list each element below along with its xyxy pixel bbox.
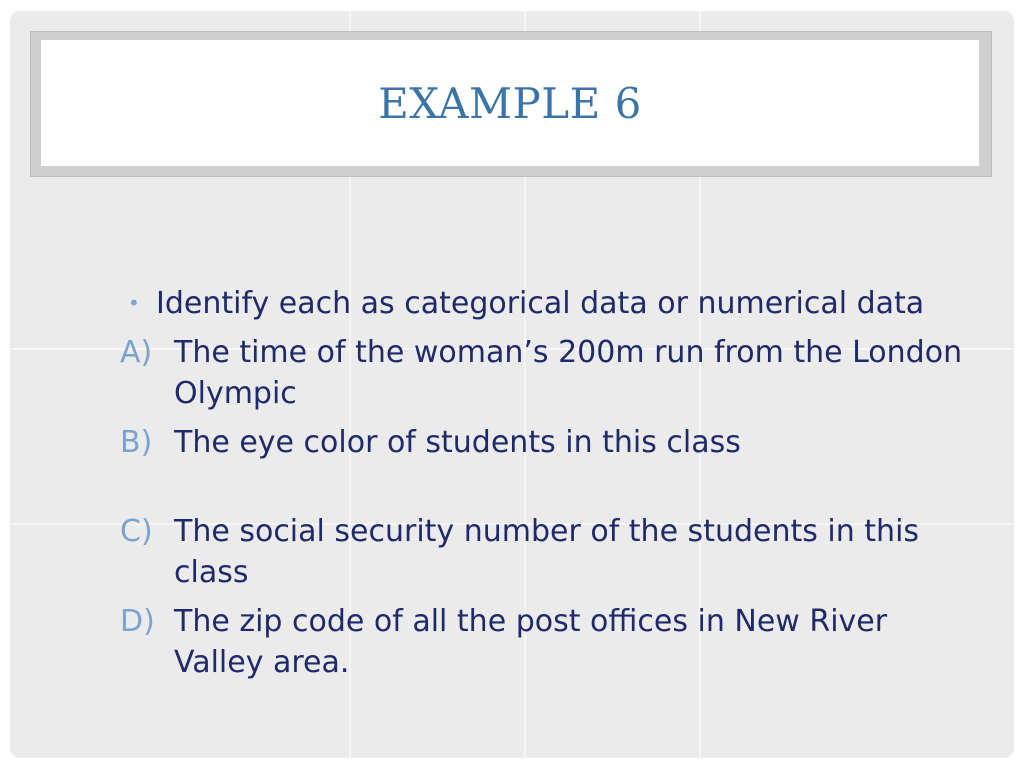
title-frame <box>30 31 992 177</box>
title-box <box>41 40 979 166</box>
slide <box>10 11 1014 758</box>
list-text-a: The time of the woman’s 200m run from the London Olympic <box>174 335 963 411</box>
list-marker-a: A) <box>120 335 153 370</box>
list-text-b: The eye color of students in this class <box>174 425 741 460</box>
list-text-c: The social security number of the students in this class <box>174 514 920 590</box>
list-gap <box>120 471 980 511</box>
list-marker-c: C) <box>120 514 153 549</box>
list-marker-d: D) <box>120 604 155 639</box>
list-text-d: The zip code of all the post offices in New River Valley area. <box>174 604 888 680</box>
slide-title: EXAMPLE 6 <box>378 78 642 128</box>
slide-content <box>120 283 980 691</box>
list-item-b <box>120 422 980 463</box>
bullet-item <box>120 283 980 324</box>
list-item-d <box>120 601 980 683</box>
list-item-a <box>120 332 980 414</box>
list-item-c <box>120 511 980 593</box>
bullet-text: Identify each as categorical data or numerical data <box>156 286 925 321</box>
list-marker-b: B) <box>120 425 153 460</box>
bullet-marker: • <box>128 291 140 315</box>
